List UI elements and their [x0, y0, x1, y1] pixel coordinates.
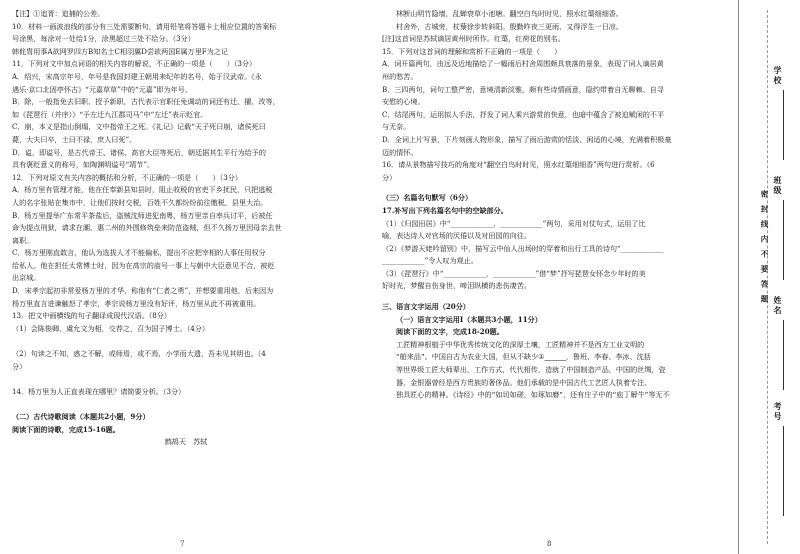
text-line: 村舍外，古城旁，杖藜徐步转斜阳。殷勤昨夜三更雨，又得浮生一日凉。 [396, 21, 623, 31]
text-line: 与无奈。 [382, 122, 411, 132]
text-line: 16．请从景物描写技巧的角度对“翻空白鸟时时见，照水红蕖细细香”两句进行赏析。（6 [382, 160, 655, 170]
text-line [12, 373, 360, 386]
text-line: （2）《梦游天姥吟留别》中，描写云中仙人出场时的穿着和出行工具的诗句“____________ [382, 243, 664, 253]
school-line[interactable] [783, 90, 784, 160]
text-line: C．杨万里刚直敢言，他认为选拔人才不能偏私，提出不应把宰相的人事任用权分 [12, 248, 266, 258]
text-line: 独具匠心的精神。《诗经》中的“如切如磋，如琢如磨”，还有庄子中的“庖丁解牛”等无不 [396, 390, 670, 400]
text-line: B．杨万里提举广东常平茶盐后，盗贼沈师进犯南粤，杨万里亲自率兵讨平，后被任 [12, 210, 273, 220]
text-line: 喻，表达诗人对官场的厌倦以及对田园的向往。 [382, 231, 531, 241]
part-3-title: 三、语言文字运用（20分） [382, 302, 470, 312]
school-label: 学校 [773, 66, 783, 86]
text-line [12, 335, 360, 348]
page-number-left: 7 [180, 540, 185, 548]
text-line: 林断山明竹隐墙，乱蝉衰草小池塘。翻空白鸟时时见，照水红蕖细细香。 [396, 9, 623, 18]
reading-passage [382, 339, 726, 402]
reading-instruction: 阅读下面的文字，完成18-20题。 [396, 327, 504, 337]
text-line: A．词开篇两句，由远及近地描绘了一幅雨后村舍周围颇具衰落的景象，表现了词人谪居黄 [382, 59, 664, 69]
text-line: 安慰的心境。 [382, 97, 425, 107]
text-line: ____________”令人叹为观止。 [382, 256, 478, 266]
left-text-block [12, 8, 360, 411]
text-line: （1）《归园田居》中“____________，____________”两句，采用对仗句式，运用了比 [382, 218, 646, 228]
text-line: 10．材料一画波浪线的部分有三处需要断句，请用铅笔将答题卡上相应位置的答案标 [12, 21, 277, 31]
text-line: B．除，一般指免去旧职、授予新职，古代表示官职任免调动的词还有迁、擢、改等， [12, 97, 280, 107]
page-number-right: 8 [547, 540, 552, 548]
text-line: 12．下列对原文有关内容的概括和分析，不正确的一项是（ ）（3分） [12, 172, 242, 182]
text-line: C．崩，本义是指山倒塌，文中指帝王之死。《礼记》记载“天子死曰崩，诸侯死曰 [12, 122, 266, 132]
text-line: “舶来品”。中国自古为农业大国，但从不缺少①______，鲁班、李春、李冰、沈括 [396, 352, 651, 362]
text-line: 15．下列对这首词的理解和赏析不正确的一项是（ ） [382, 46, 562, 56]
text-line: 等世界级工匠大师辈出，工作方式，代代相传，造就了中国制造产品，中国的丝绸，瓷 [396, 365, 666, 375]
right-page [372, 0, 734, 554]
poetry-instruction: 阅读下面的诗歌，完成15-16题。 [12, 424, 120, 434]
section-3-title: （三）名篇名句默写（6分） [382, 193, 473, 203]
text-line: 11．下列对文中加点词语的相关内容的解说，不正确的一项是（ ）（3分） [12, 59, 257, 69]
question-17: 17.补写出下列名篇名句中的空缺部分。 [382, 205, 508, 215]
text-line: 好时光，梦醒自伤身世，啼泪纵横的悲伤凄苦。 [382, 281, 531, 291]
text-line: （1）会陈俊卿、虞允文为相，交荐之，召为国子博士。（4分） [12, 323, 210, 333]
text-line: 离职。 [12, 235, 34, 245]
text-line: 给私人。他在担任太常博士时，因为在高宗的庙号一事上与朝中大臣意见不合，被贬 [12, 260, 275, 270]
name-line[interactable] [783, 320, 784, 390]
exam-number-line[interactable] [783, 426, 784, 516]
binding-margin [738, 0, 800, 554]
text-line [12, 398, 360, 411]
text-line: A．绍兴，宋高宗年号，年号是我国封建王朝用来纪年的名号，始于汉武帝。《永 [12, 71, 262, 81]
text-line: 14．杨万里为人正直表现在哪里？请简要分析。（3分） [12, 386, 186, 396]
text-line: （2）句读之不知，惑之不解，或师焉，或不焉，小学而大遗，吾未见其明也。（4 [12, 349, 266, 359]
right-text-block [382, 8, 726, 184]
text-line: 命为提点刑狱，请求在潮、惠二州的外围修筑垒来防范盗贼，但不久杨万里因母亲去世 [12, 223, 282, 233]
text-line: 器，金银器曾经是西方贵族的奢侈品。他们承载的是中国古代工艺匠人执着专注、 [396, 377, 652, 387]
name-label: 姓名 [773, 296, 783, 316]
class-line[interactable] [783, 200, 784, 280]
text-line: 杨万里直言进谏触怒了孝宗，孝宗说杨万里没有好评，杨万里从此不再被重用。 [12, 298, 261, 308]
seal-notice: 密 封 线 内 不 要 答 题 [760, 190, 769, 303]
text-line: 州的愁苦。 [382, 71, 418, 81]
text-line: D．谥，即谥号，是古代帝王、诸侯、高官大臣等死后，朝廷据其生平行为给予的 [12, 147, 266, 157]
question-17-lines [382, 218, 726, 294]
class-label: 班级 [773, 176, 783, 196]
text-line: [注]这首词是苏轼谪居黄州时所作。红蕖，红荷花的别名。 [382, 34, 565, 44]
poetry-section-title: （二）古代诗歌阅读（本题共2小题，9分） [12, 412, 150, 421]
text-line: 号涂黑，每涂对一处给1分，涂黑超过三处不给分。（3分） [12, 34, 195, 44]
text-line: 具有褒贬意义的称号，如陶渊明谥号“靖节”。 [12, 160, 155, 170]
text-line: 【注】①追胥：追捕的公差。 [12, 9, 105, 18]
poem-title: 鹧鸪天 苏轼 [164, 437, 208, 447]
text-line: 如《琵琶行（并序）》“予左迁九江郡司马”中“左迁”表示贬官。 [12, 109, 208, 119]
text-line: 迈的情怀。 [382, 147, 418, 157]
left-page [0, 0, 368, 554]
text-line: （3）《琵琶行》中“____________，____________”借“梦”抒写琵琶女怀念少年时的美 [382, 268, 646, 278]
text-line: 人的名字张贴在集市中，让他们按时交税，百姓不久都纷纷前往缴税，县里大治。 [12, 197, 268, 207]
text-line: D．宋孝宗起初非常爱杨万里的才华，称他有“仁者之勇”，并想要重用他，后来因为 [12, 286, 274, 296]
text-line: 工匠精神根植于中华优秀传统文化的深厚土壤，工匠精神并不是西方工业文明的 [396, 339, 645, 349]
subsection-title: （一）语言文字运用Ⅰ（本题共3小题，11分） [396, 314, 542, 324]
text-line: D．全词上片写景，下片刻画人物形象，描写了雨后游赏的恬淡、闲适的心境，充满着积极豪 [382, 134, 672, 144]
exam-number-label: 考号 [773, 402, 783, 422]
text-line: A．杨万里有管理才能，他在任奉新县知县时，阻止收税的官吏下乡扰民，只把逃税 [12, 185, 273, 195]
text-line: 出京城。 [12, 273, 41, 283]
text-line: 遇乐·京口北固亭怀古》“元嘉草草”中的“元嘉”即为年号。 [12, 84, 192, 94]
text-line: 分） [382, 172, 397, 182]
text-line: 分） [12, 361, 27, 371]
text-line: 薨，大夫曰卒，士曰不禄，庶人曰死”。 [12, 134, 137, 144]
text-line: B．三四两句，词句工整严密，意境清新淡雅，颇有些诗情画意，隐约带着自无聊赖、自寻 [382, 84, 664, 94]
text-line: 韩侂胄用事A欲网罗四方B知名士C相羽翼D尝欲两国E属万里F为之记 [12, 46, 228, 56]
text-line: C．结尾两句，运用拟人手法，抒发了词人乘兴游赏的快意，也暗中蕴含了被迫赋闲的不平 [382, 109, 665, 119]
text-line: 13．把文中画横线的句子翻译成现代汉语。（8分） [12, 311, 171, 321]
